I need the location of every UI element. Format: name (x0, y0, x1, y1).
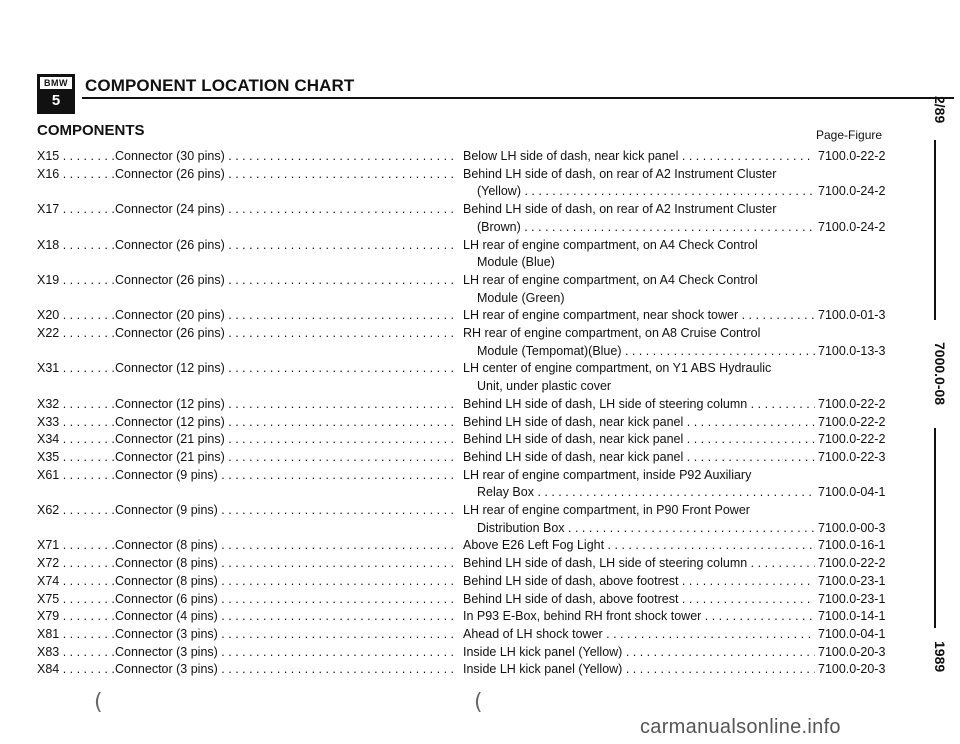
component-location (463, 591, 815, 607)
component-id-text: X22 (37, 326, 60, 340)
component-id (37, 201, 115, 217)
page-figure-ref: 7100.0-22-2 (818, 432, 886, 447)
component-location-text: Above E26 Left Fog Light (463, 538, 605, 553)
component-id-text: X75 (37, 591, 60, 606)
table-row (37, 555, 897, 571)
logo-brand-text: BMW (40, 77, 72, 91)
component-name-text: Connector (6 pins) (115, 591, 218, 606)
page-figure-ref: 7100.0-00-3 (818, 520, 886, 535)
component-id (37, 237, 115, 253)
component-id-text: X81 (37, 626, 60, 641)
component-id (37, 661, 115, 677)
component-location-text: Behind LH side of dash, near kick panel (463, 449, 684, 464)
component-name-text: Connector (3 pins) (115, 626, 218, 641)
component-location-text: Relay Box (477, 485, 534, 500)
component-id-text: X16 (37, 166, 60, 181)
page-figure-ref: 7100.0-22-2 (818, 556, 886, 571)
component-name-text: Connector (30 pins) (115, 149, 225, 163)
component-id (37, 431, 115, 447)
component-id-text: X17 (37, 202, 60, 217)
component-location-text: Inside LH kick panel (Yellow) (463, 644, 623, 659)
page-figure-column-header: Page-Figure (816, 128, 883, 142)
component-location-text: Module (Tempomat)(Blue) (477, 343, 622, 358)
component-id (37, 555, 115, 571)
watermark: carmanualsonline.info (640, 716, 841, 738)
page-figure-ref: 7100.0-24-2 (818, 219, 886, 234)
component-id-text: X33 (37, 414, 60, 429)
component-location (463, 484, 815, 500)
component-location (463, 166, 815, 182)
scan-mark-left: ( (94, 690, 103, 715)
table-row (37, 644, 897, 660)
component-location (463, 608, 815, 624)
component-name (115, 148, 457, 164)
component-location-text: LH rear of engine compartment, inside P92 Auxiliary (463, 467, 752, 482)
table-row (37, 272, 897, 288)
component-location (463, 183, 815, 199)
page-figure-ref: 7100.0-22-2 (818, 414, 886, 429)
table-row (37, 414, 897, 430)
component-name (115, 414, 457, 430)
page-figure-ref: 7100.0-01-3 (818, 308, 886, 323)
table-row (37, 537, 897, 553)
table-row (37, 290, 897, 306)
component-name-text: Connector (8 pins) (115, 556, 218, 571)
component-name-text: Connector (3 pins) (115, 644, 218, 659)
component-name-text: Connector (26 pins) (115, 166, 225, 181)
page-figure-ref: 7100.0-24-2 (818, 184, 886, 199)
component-id (37, 608, 115, 624)
table-row (37, 608, 897, 624)
component-name (115, 644, 457, 660)
component-location (463, 414, 815, 430)
bmw-5-logo (37, 74, 75, 114)
page-figure-ref: 7100.0-14-1 (818, 609, 886, 624)
component-location-text: RH rear of engine compartment, on A8 Cruise Control (463, 326, 761, 340)
table-row (37, 520, 897, 536)
component-location (463, 431, 815, 447)
table-row (37, 378, 897, 394)
component-name (115, 431, 457, 447)
side-rule-top (934, 140, 936, 320)
component-id-text: X20 (37, 308, 60, 323)
component-id (37, 537, 115, 553)
component-location (463, 661, 815, 677)
table-row (37, 573, 897, 589)
table-row (37, 325, 897, 341)
page-figure-ref: 7100.0-04-1 (818, 485, 886, 500)
component-location-text: Ahead of LH shock tower (463, 626, 603, 641)
page-figure-ref: 7100.0-23-1 (818, 573, 886, 588)
component-name-text: Connector (4 pins) (115, 609, 218, 624)
component-name (115, 360, 457, 376)
component-location-text: Behind LH side of dash, near kick panel (463, 432, 684, 447)
component-location (463, 555, 815, 571)
component-location-text: LH rear of engine compartment, near shock tower (463, 308, 739, 323)
component-name (115, 573, 457, 589)
table-row (37, 661, 897, 677)
component-location-text: Inside LH kick panel (Yellow) (463, 662, 623, 677)
component-location (463, 467, 815, 483)
component-location (463, 502, 815, 518)
component-name (115, 626, 457, 642)
component-name (115, 502, 457, 518)
component-location-text: Unit, under plastic cover (477, 379, 612, 394)
component-location (463, 378, 815, 394)
component-name-text: Connector (12 pins) (115, 361, 225, 376)
component-location (463, 254, 815, 270)
table-row (37, 219, 897, 235)
component-name-text: Connector (3 pins) (115, 662, 218, 677)
component-location-text: (Brown) (477, 219, 521, 234)
component-id-text: X72 (37, 556, 60, 571)
component-location (463, 201, 815, 217)
component-name-text: Connector (24 pins) (115, 202, 225, 217)
component-id (37, 449, 115, 465)
component-name-text: Connector (12 pins) (115, 414, 225, 429)
side-margin (922, 82, 948, 682)
component-location (463, 237, 815, 253)
component-location-text: LH rear of engine compartment, in P90 Front Power (463, 503, 750, 517)
component-location-text: Behind LH side of dash, on rear of A2 Instrument Cluster (463, 202, 777, 217)
component-id-text: X19 (37, 272, 60, 287)
component-location (463, 290, 815, 306)
component-id (37, 644, 115, 660)
table-row (37, 148, 897, 164)
component-location-text: Behind LH side of dash, near kick panel (463, 414, 684, 429)
component-id-text: X18 (37, 237, 60, 252)
component-id-text: X35 (37, 449, 60, 464)
table-row (37, 201, 897, 217)
component-id-text: X15 (37, 149, 60, 163)
component-id (37, 325, 115, 341)
component-name (115, 396, 457, 412)
page-figure-ref: 7100.0-22-2 (818, 149, 886, 163)
page-figure-ref: 7100.0-23-1 (818, 591, 886, 606)
table-row (37, 396, 897, 412)
component-location (463, 219, 815, 235)
component-location-text: Module (Green) (477, 290, 565, 305)
component-id-text: X83 (37, 644, 60, 659)
component-name-text: Connector (12 pins) (115, 396, 225, 411)
component-name-text: Connector (26 pins) (115, 272, 225, 287)
component-location-text: LH center of engine compartment, on Y1 ABS Hydraulic (463, 361, 772, 376)
component-id (37, 502, 115, 518)
component-name (115, 307, 457, 323)
side-page-number: 7000.0-08 (932, 342, 948, 406)
component-name-text: Connector (9 pins) (115, 467, 218, 482)
component-id (37, 414, 115, 430)
table-row (37, 237, 897, 253)
scan-mark-right: ( (474, 690, 483, 715)
component-name-text: Connector (21 pins) (115, 449, 225, 464)
component-location (463, 573, 815, 589)
table-row (37, 502, 897, 518)
component-location (463, 272, 815, 288)
header-rule (82, 97, 954, 99)
component-name (115, 325, 457, 341)
component-location-text: Below LH side of dash, near kick panel (463, 149, 679, 163)
component-id-text: X62 (37, 503, 60, 517)
component-id-text: X71 (37, 538, 60, 553)
component-location (463, 325, 815, 341)
component-name-text: Connector (8 pins) (115, 538, 218, 553)
component-location (463, 626, 815, 642)
component-name (115, 449, 457, 465)
component-name (115, 272, 457, 288)
component-location (463, 520, 815, 536)
side-year: 1989 (932, 641, 948, 673)
component-location (463, 148, 815, 164)
table-row (37, 626, 897, 642)
component-name-text: Connector (20 pins) (115, 308, 225, 323)
page-figure-ref: 7100.0-20-3 (818, 662, 886, 677)
component-name-text: Connector (26 pins) (115, 326, 225, 340)
table-row (37, 307, 897, 323)
table-row (37, 591, 897, 607)
component-id-text: X31 (37, 361, 60, 376)
component-name (115, 661, 457, 677)
component-id (37, 626, 115, 642)
page-title: COMPONENT LOCATION CHART (85, 76, 355, 95)
side-rule-bottom (934, 428, 936, 628)
component-name (115, 608, 457, 624)
component-location-text: LH rear of engine compartment, on A4 Check Control (463, 237, 758, 252)
component-id-text: X74 (37, 573, 60, 588)
component-location-text: Behind LH side of dash, above footrest (463, 573, 679, 588)
component-location-text: Behind LH side of dash, LH side of steering column (463, 396, 748, 411)
component-name (115, 166, 457, 182)
table-row (37, 343, 897, 359)
page-header (37, 74, 917, 114)
component-name-text: Connector (9 pins) (115, 503, 218, 517)
component-id (37, 272, 115, 288)
component-name-text: Connector (8 pins) (115, 573, 218, 588)
table-row (37, 166, 897, 182)
component-location-text: Behind LH side of dash, above footrest (463, 591, 679, 606)
component-id (37, 573, 115, 589)
component-name (115, 467, 457, 483)
page-figure-ref: 7100.0-20-3 (818, 644, 886, 659)
component-name-text: Connector (21 pins) (115, 432, 225, 447)
component-location-text: Distribution Box (477, 520, 565, 535)
component-id (37, 360, 115, 376)
component-location-text: (Yellow) (477, 184, 522, 199)
table-row (37, 449, 897, 465)
table-row (37, 431, 897, 447)
component-location-text: In P93 E-Box, behind RH front shock tower (463, 609, 702, 624)
component-location-text: Behind LH side of dash, on rear of A2 Instrument Cluster (463, 166, 777, 181)
page-figure-ref: 7100.0-04-1 (818, 626, 886, 641)
table-row (37, 254, 897, 270)
table-row (37, 360, 897, 376)
component-id (37, 166, 115, 182)
component-id (37, 148, 115, 164)
component-id-text: X34 (37, 432, 60, 447)
component-id-text: X84 (37, 662, 60, 677)
component-location (463, 360, 815, 376)
component-location (463, 537, 815, 553)
component-location (463, 343, 815, 359)
page-figure-ref: 7100.0-13-3 (818, 343, 886, 358)
component-name (115, 537, 457, 553)
component-id-text: X32 (37, 396, 60, 411)
component-location (463, 644, 815, 660)
component-location (463, 307, 815, 323)
section-title: COMPONENTS (37, 122, 145, 139)
component-name (115, 555, 457, 571)
component-location-text: Module (Blue) (477, 255, 555, 270)
component-name-text: Connector (26 pins) (115, 237, 225, 252)
component-id-text: X61 (37, 467, 60, 482)
component-location (463, 396, 815, 412)
table-row (37, 183, 897, 199)
component-name (115, 237, 457, 253)
component-location-text: LH rear of engine compartment, on A4 Check Control (463, 272, 758, 287)
logo-series-text: 5 (40, 91, 72, 111)
side-date: 2/89 (932, 96, 948, 124)
component-id (37, 396, 115, 412)
table-row (37, 484, 897, 500)
component-location (463, 449, 815, 465)
component-id (37, 307, 115, 323)
component-id-text: X79 (37, 609, 60, 624)
page-figure-ref: 7100.0-22-3 (818, 449, 886, 464)
page-figure-ref: 7100.0-16-1 (818, 538, 886, 553)
component-id (37, 591, 115, 607)
component-location-text: Behind LH side of dash, LH side of steering column (463, 556, 748, 571)
component-name (115, 591, 457, 607)
table-row (37, 467, 897, 483)
page-figure-ref: 7100.0-22-2 (818, 396, 886, 411)
component-name (115, 201, 457, 217)
component-id (37, 467, 115, 483)
